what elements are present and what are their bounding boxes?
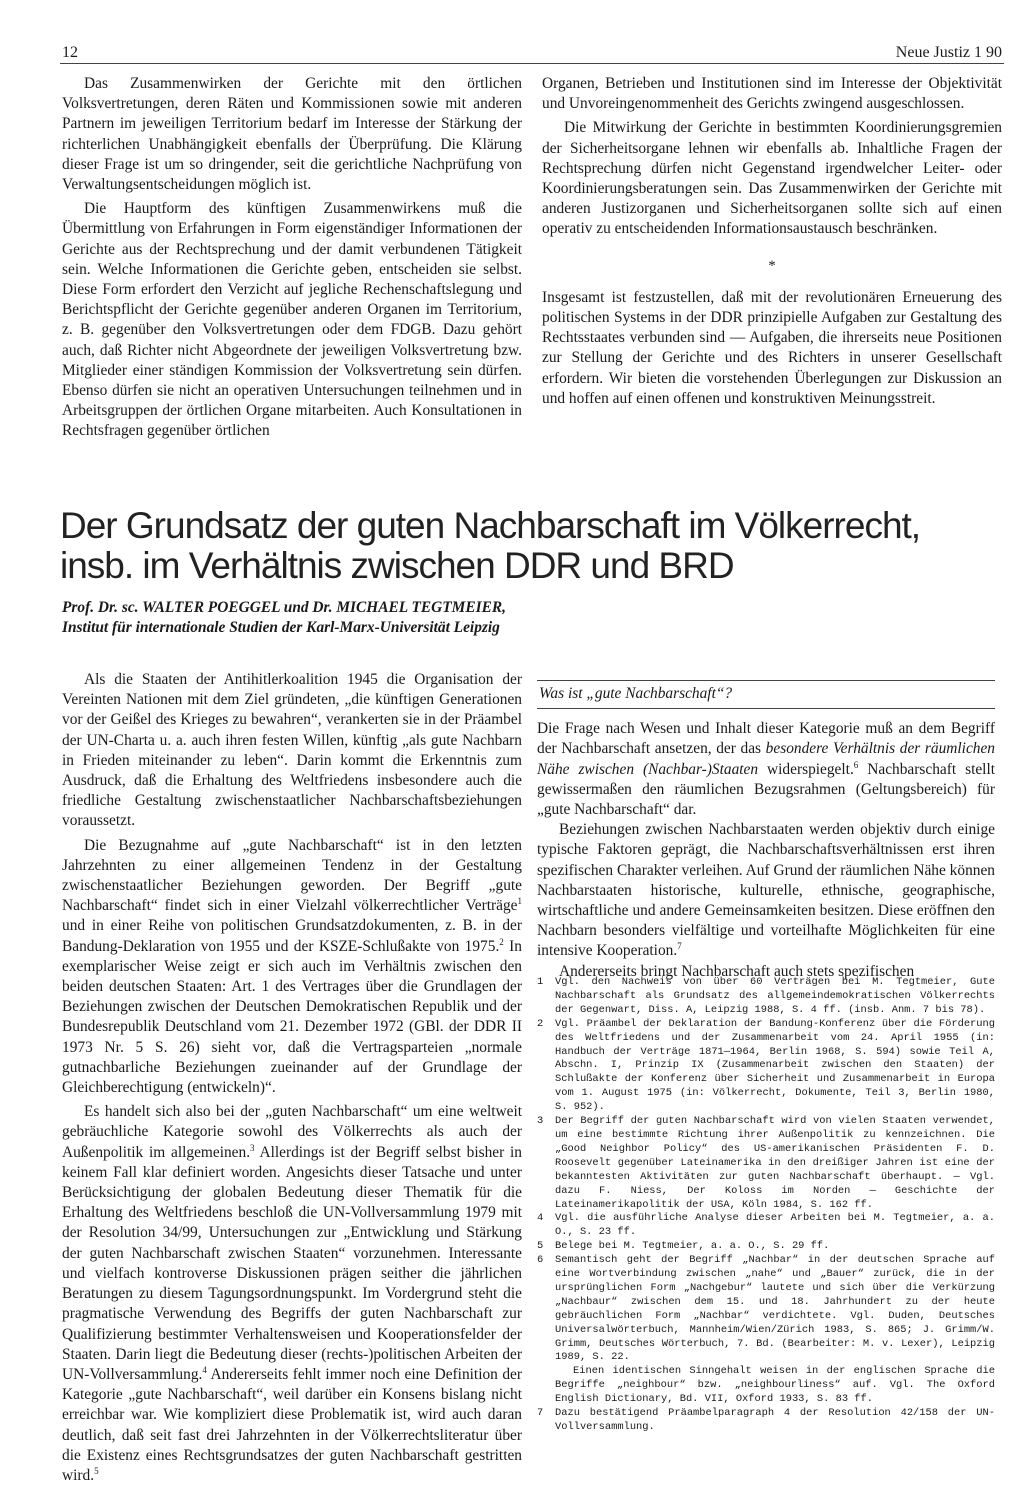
footnote-text: Vgl. Präambel der Deklaration der Bandung-Konferenz über die Förderung des Weltfriedens und der Zusammenarbeit vom 24. April 1955 (in: Handbuch der Verträge 1871—1964, Berlin 1968, S. 594) sowie Teil A, Abschn. I, Prinzip IX (Zusammenarbeit zwischen den Staaten) der Schlußakte der Konferenz über Sicherheit und Zusammenarbeit in Europa vom 1. August 1975 (in: Völkerrecht, Dokumente, Teil 3, Berlin 1980, S. 952). <box>555 1017 995 1114</box>
footnote-text: Dazu bestätigend Präambelparagraph 4 der Resolution 42/158 der UN-Vollversammlung. <box>555 1407 995 1433</box>
footnotes <box>537 976 995 1435</box>
footnote <box>537 1018 995 1115</box>
previous-article-left-column <box>62 74 522 442</box>
footnote <box>537 1240 995 1254</box>
footnote-number: 6 <box>537 1254 544 1267</box>
header-rule <box>60 63 1004 64</box>
footnote-ref: 1 <box>517 896 522 907</box>
title-line-2: insb. im Verhältnis zwischen DDR und BRD <box>60 545 734 586</box>
authors-names: Prof. Dr. sc. WALTER POEGGEL und Dr. MICHAEL TEGTMEIER, <box>62 599 506 616</box>
article-right-column <box>537 680 995 982</box>
footnote <box>537 1212 995 1240</box>
text-run: In exemplarischer Weise zeigt er sich auch im Verhältnis zwischen den beiden deutschen Staaten: Art. 1 des Vertrages über die Grundlagen der Beziehungen zwischen der Deutschen Demokratischen Republik und der Bundesrepublik Deutschland vom 21. Dezember 1972 (GBl. der DDR II 1973 Nr. 5 S. 26) sieht vor, daß die Vertragsparteien „normale gutnachbarliche Beziehungen zueinander auf der Grundlage der Gleichberechtigung (entwickeln)“. <box>62 937 522 1097</box>
article-title <box>60 506 960 586</box>
footnote-text: Vgl. die ausführliche Analyse dieser Arbeiten bei M. Tegtmeier, a. a. O., S. 23 ff. <box>555 1212 995 1239</box>
footnote-ref: 5 <box>94 1465 99 1476</box>
footnote-continuation: Einen identischen Sinngehalt weisen in der englischen Sprache die Begriffe „neighbour“ bzw. „neighbourliness“ auf. Vgl. The Oxford English Dictionary, Bd. VII, Oxford 1933, S. 83 ff. <box>555 1365 995 1406</box>
paragraph <box>537 820 995 961</box>
paragraph <box>62 1102 522 1486</box>
title-line-1: Der Grundsatz der guten Nachbarschaft im Völkerrecht, <box>60 505 921 546</box>
section-subheading: Was ist „gute Nachbarschaft“? <box>537 680 995 709</box>
section-separator: * <box>768 257 776 274</box>
footnote-number: 2 <box>537 1017 544 1030</box>
footnote-ref: 7 <box>677 941 682 952</box>
text-run: Nachbarschaft stellt gewissermaßen den räumlichen Bezugsrahmen (Geltungsbereich) für „gute Nachbarschaft“ dar. <box>537 760 996 819</box>
footnote-ref: 4 <box>202 1364 207 1375</box>
footnote-number: 5 <box>537 1240 544 1253</box>
text-run: Die Bezugnahme auf „gute Nachbarschaft“ ist in den letzten Jahrzehnten zu einer allgemeinen Tendenz in der Gestaltung zwischenstaatlicher Beziehungen geworden. Der Begriff „gute Nachbarschaft“ findet sich in einer Vielzahl völkerrechtlicher Verträge <box>62 836 522 915</box>
footnote-number: 4 <box>537 1212 544 1225</box>
footnote <box>537 1115 995 1212</box>
paragraph: Organen, Betrieben und Institutionen sind im Interesse der Objektivität und Unvoreingenommenheit des Gerichts zwingend ausgeschlossen. <box>542 75 1002 113</box>
footnote <box>537 1407 995 1435</box>
footnote <box>537 976 995 1018</box>
text-run: Beziehungen zwischen Nachbarstaaten werden objektiv durch einige typische Faktoren geprägt, die Nachbarschaftsverhältnissen erst ihren spezifischen Charakter verleihen. Auf Grund der räumlichen Nähe können Nachbarstaaten historische, kulturelle, ethnische, geographische, wirtschaftliche und andere Gemeinsamkeiten besitzen. Diese eröffnen den Nachbarn besonders vielfältige und vorteilhafte Möglichkeiten für eine intensive Kooperation. <box>537 821 995 960</box>
authors-affiliation: Institut für internationale Studien der Karl-Marx-Universität Leipzig <box>62 619 500 636</box>
paragraph: Andererseits bringt Nachbarschaft auch stets spezifischen <box>559 962 915 980</box>
footnote-number: 3 <box>537 1115 544 1128</box>
journal-title: Neue Justiz 1 90 <box>895 44 1002 61</box>
footnote-ref: 6 <box>853 759 859 770</box>
footnote-ref: 3 <box>250 1142 255 1153</box>
footnote-number: 1 <box>537 976 544 988</box>
text-run: Die Frage nach Wesen und Inhalt dieser Kategorie muß an dem Begriff der Nachbarschaft ansetzen, der das <box>537 720 995 758</box>
text-run: widerspiegelt. <box>758 760 854 778</box>
paragraph: Das Zusammenwirken der Gerichte mit den örtlichen Volksvertretungen, deren Räten und Kommissionen sowie mit anderen Partnern im jeweiligen Territorium bedarf im Interesse der Stärkung der richterlichen Unabhängigkeit ebenfalls der Überprüfung. Die Klärung dieser Frage ist um so dringender, seit die gerichtliche Nachprüfung von Verwaltungsentscheidungen möglich ist. <box>62 75 522 194</box>
paragraph: Die Hauptform des künftigen Zusammenwirkens muß die Übermittlung von Erfahrungen in Form eigenständiger Informationen der Gerichte aus der Rechtsprechung und der damit verbundenen Tätigkeit sein. Welche Informationen die Gerichte geben, entscheiden sie selbst. Diese Form erfordert den Verzicht auf jegliche Rechenschaftslegung und Berichtspflicht der Gerichte gegenüber anderen Organen im Territorium, z. B. gegenüber den Volksvertretungen oder dem FDGB. Dazu gehört auch, daß Richter nicht Abgeordnete der jeweiligen Volksvertretung bzw. Mitglieder einer ständigen Kommission der Volksvertretung sein dürfen. Ebenso dürfen sie nicht an operativen Untersuchungen teilnehmen und in Arbeitsgruppen der örtlichen Organe mitarbeiten. Auch Konsultationen in Rechtsfragen gegenüber örtlichen <box>62 200 522 440</box>
page-number: 12 <box>62 44 78 61</box>
emphasis-text: besondere Verhältnis der räumlichen Nähe zwischen (Nachbar-)Staaten <box>537 740 995 778</box>
article-authors <box>62 598 962 638</box>
article-left-column <box>62 670 522 1486</box>
text-run: Es handelt sich also bei der „guten Nachbarschaft“ um eine weltweit gebräuchliche Kategorie sowohl des Völkerrechts als auch der Außenpolitik im allgemeinen. <box>62 1103 522 1161</box>
footnote-text: Semantisch geht der Begriff „Nachbar“ in der deutschen Sprache auf eine Wortverbindung zwischen „nahe“ und „Bauer“ zurück, die in der ursprünglichen Form „Nachgebur“ lautete und sich über die Verkürzung „Nachbaur“ zwischen dem 15. und 18. Jahrhundert zu der heute gebräuchlichen Form „Nachbar“ verdichtete. Vgl. Duden, Deutsches Universalwörterbuch, Mannheim/Wien/Zürich 1983, S. 865; J. Grimm/W. Grimm, Deutsches Wörterbuch, 7. Bd. (Bearbeiter: M. v. Lexer), Leipzig 1989, S. 22. <box>555 1254 995 1364</box>
paragraph: Die Mitwirkung der Gerichte in bestimmten Koordinierungsgremien der Sicherheitsorgane lehnen wir ebenfalls ab. Inhaltliche Fragen der Rechtsprechung dürfen nicht Gegenstand irgendwelcher Leiter- oder Koordinierungsberatungen sein. Das Zusammenwirken der Gerichte mit anderen Justizorganen und Sicherheitsorganen sollte sich auf einen operativ zu entscheidenden Informationsaustausch beschränken. <box>542 119 1002 238</box>
paragraph <box>62 836 522 1099</box>
previous-article-right-column <box>542 74 1002 409</box>
text-run: Allerdings ist der Begriff selbst bisher in keinem Fall klar definiert worden. Angesichts dieser Tatsache und unter Berücksichtigung der globalen Bedeutung dieser Thematik für die Erhaltung des Weltfriedens beschloß die UN-Vollversammlung 1979 mit der Resolution 34/99, Untersuchungen zur „Entwicklung und Stärkung der guten Nachbarschaft zwischen Staaten“ vorzunehmen. Interessante und vielfach kontroverse Diskussionen prägen seither die jährlichen Beratungen zu diesem Tagungsordnungspunkt. Im Vordergrund steht die pragmatische Verwendung des Begriffs der guten Nachbarschaft zur Qualifizierung bestimmter Verhaltensweisen und Kooperationsfelder der Staaten. Darin liegt die Bedeutung dieser (rechts-)politischen Arbeiten der UN-Vollversammlung. <box>62 1143 522 1383</box>
footnote-text: Vgl. den Nachweis von über 60 Verträgen bei M. Tegtmeier, Gute Nachbarschaft als Grundsatz des allgemeindemokratischen Völkerrechts der Gegenwart, Diss. A, Leipzig 1988, S. 4 ff. (insb. Anm. 7 bis 78). <box>555 976 995 1016</box>
text-run: Andererseits fehlt immer noch eine Definition der Kategorie „gute Nachbarschaft“, weil darüber ein Konsens bislang nicht erreichbar war. Wie kompliziert diese Problematik ist, wird auch daran deutlich, daß seit fast drei Jahrzehnten in der Völkerrechtsliteratur über die Existenz eines Rechtsgrundsatzes der guten Nachbarschaft gestritten wird. <box>62 1365 522 1484</box>
paragraph <box>537 719 995 820</box>
footnote-text: Der Begriff der guten Nachbarschaft wird von vielen Staaten verwendet, um eine bestimmte Richtung ihrer Außenpolitik zu kennzeichnen. Die „Good Neighbor Policy“ des US-amerikanischen Präsidenten F. D. Roosevelt gegenüber Lateinamerika in den dreißiger Jahren ist eine der bekanntesten Aktivitäten zur guten Nachbarschaft überhaupt. — Vgl. dazu F. Niess, Der Koloss im Norden — Geschichte der Lateinamerikapolitik der USA, Köln 1984, S. 162 ff. <box>555 1115 995 1211</box>
footnote <box>537 1254 995 1365</box>
paragraph: Als die Staaten der Antihitlerkoalition 1945 die Organisation der Vereinten Nationen mit dem Ziel gründeten, „die künftigen Generationen vor der Geißel des Krieges zu bewahren“, verankerten sie in der Präambel der UN-Charta u. a. auch ihren festen Willen, künftig „als gute Nachbarn in Frieden miteinander zu leben“. Darin kommt die Erkenntnis zum Ausdruck, daß die Erhaltung des Weltfriedens insbesondere auch die friedliche Gestaltung zwischenstaatlicher Nachbarschaftsbeziehungen voraussetzt. <box>62 671 522 830</box>
footnote-number: 7 <box>537 1407 544 1420</box>
text-run: und in einer Reihe von politischen Grundsatzdokumenten, z. B. in der Bandung-Deklaration von 1955 und der KSZE-Schlußakte von 1975. <box>62 917 522 955</box>
conclusion-paragraph: Insgesamt ist festzustellen, daß mit der revolutionären Erneuerung des politischen Systems in der DDR prinzipielle Aufgaben zur Gestaltung des Rechtsstaates verbunden sind — Aufgaben, die ihrerseits neue Positionen zur Stellung der Gerichte und des Richters in unserer Gesellschaft erfordern. Wir bieten die vorstehenden Überlegungen zur Diskussion an und hoffen auf einen offenen und konstruktiven Meinungsstreit. <box>542 288 1002 407</box>
footnote-ref: 2 <box>499 936 504 947</box>
footnote-text: Belege bei M. Tegtmeier, a. a. O., S. 29 ff. <box>555 1240 830 1253</box>
